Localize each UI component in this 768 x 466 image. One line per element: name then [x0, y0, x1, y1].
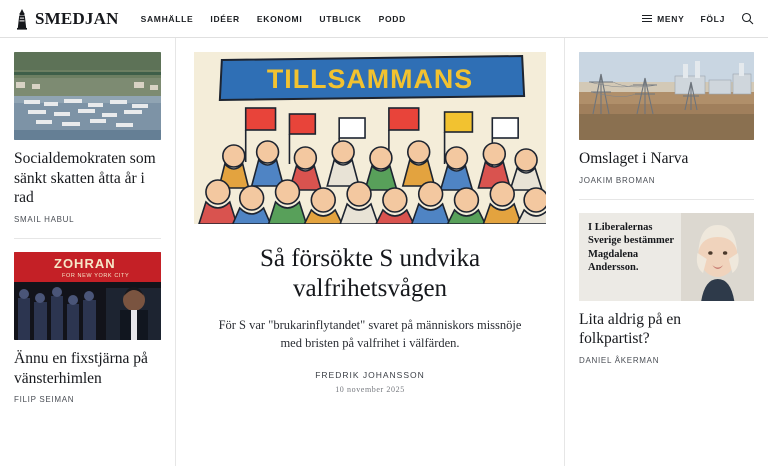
zohran-rally-photo	[14, 252, 161, 340]
article-card-narva[interactable]	[579, 52, 754, 185]
article-byline: SMAIL HABUL	[14, 215, 75, 225]
article-card-folkpartist[interactable]	[579, 199, 754, 365]
menu-button[interactable]	[642, 14, 684, 24]
nav-item-podd[interactable]: PODD	[378, 13, 406, 24]
article-headline: Ännu en fixstjärna på vänsterhimlen	[14, 350, 148, 387]
right-column	[565, 38, 768, 466]
hero-standfirst: För S var "brukarinflytandet" svaret på människors missnöje med bristen på valfrihet i välfärden.	[218, 318, 522, 351]
brand-text: SMEDJAN	[35, 8, 119, 28]
center-column	[175, 38, 565, 466]
site-logo[interactable]	[14, 8, 119, 30]
lighthouse-icon	[14, 8, 30, 30]
quote-graphic	[579, 213, 754, 301]
article-card-socialdemokraten[interactable]	[14, 52, 161, 224]
article-byline: DANIEL ÅKERMAN	[579, 356, 660, 366]
hero-date: 10 november 2025	[335, 385, 405, 395]
hamburger-icon	[642, 15, 652, 22]
follow-label: FÖLJ	[700, 13, 725, 24]
svg-text:FOR NEW YORK CITY: FOR NEW YORK CITY	[62, 273, 130, 280]
harbour-photo	[14, 52, 161, 140]
nav-item-ideer[interactable]: IDÉER	[210, 13, 240, 24]
quote-text: I Liberalernas Sverige bestämmer Magdalena Andersson.	[588, 221, 674, 273]
svg-text:TILLSAMMANS: TILLSAMMANS	[266, 63, 474, 95]
article-headline: Omslaget i Narva	[579, 150, 689, 167]
article-headline: Socialdemokraten som sänkt skatten åtta år i rad	[14, 150, 156, 207]
tillsammans-illustration	[194, 52, 546, 224]
left-column	[0, 38, 175, 466]
article-headline: Lita aldrig på en folkpartist?	[579, 310, 681, 348]
menu-label: MENY	[657, 13, 685, 24]
search-button[interactable]	[741, 12, 754, 25]
svg-text:ZOHRAN: ZOHRAN	[54, 256, 116, 272]
article-byline: FILIP SEIMAN	[14, 395, 75, 405]
nav-item-samhalle[interactable]: SAMHÄLLE	[140, 13, 194, 24]
power-lines-photo	[579, 52, 754, 140]
hero-article-card[interactable]	[194, 52, 546, 394]
page-grid	[0, 38, 768, 466]
follow-button[interactable]	[700, 14, 725, 24]
nav-item-ekonomi[interactable]: EKONOMI	[256, 13, 303, 24]
site-header	[0, 0, 768, 38]
header-actions	[642, 12, 754, 25]
article-card-fixstjarna[interactable]	[14, 238, 161, 404]
main-nav	[141, 14, 406, 24]
nav-item-utblick[interactable]: UTBLICK	[319, 13, 362, 24]
hero-headline: Så försökte S undvika valfrihetsvågen	[259, 245, 481, 302]
magdalena-andersson-portrait	[681, 213, 755, 301]
hero-byline: FREDRIK JOHANSSON	[315, 370, 425, 381]
article-byline: JOAKIM BROMAN	[579, 175, 656, 185]
